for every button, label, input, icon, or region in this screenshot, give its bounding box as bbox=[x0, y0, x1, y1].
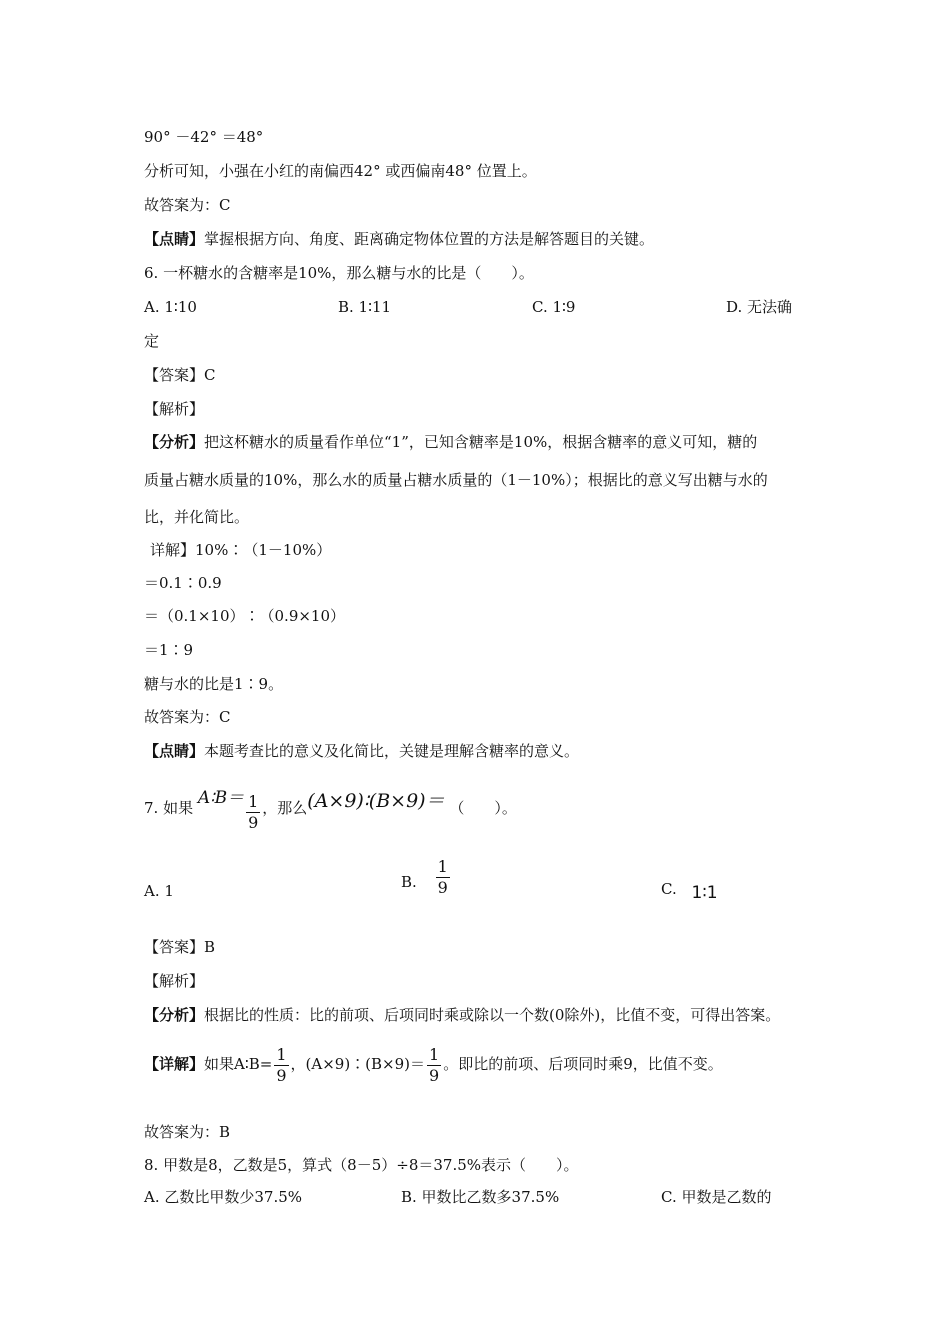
q7-mid: ，那么 bbox=[262, 799, 308, 817]
q8-option-a: A. 乙数比甲数少37.5% bbox=[144, 1188, 303, 1206]
analysis-7-tag: 【分析】 bbox=[144, 1006, 205, 1024]
analysis-7-heading: 【解析】 bbox=[144, 972, 205, 990]
detail-7-a: 如果A∶B= bbox=[204, 1055, 273, 1073]
analysis-6-tag: 【分析】 bbox=[144, 433, 205, 451]
question-6: 6. 一杯糖水的含糖率是10%，那么糖与水的比是（ ）。 bbox=[144, 264, 534, 282]
analysis-6-heading: 【解析】 bbox=[144, 400, 205, 418]
detail-7-line bbox=[144, 1036, 723, 1092]
detail-6-line2: ＝0.1∶0.9 bbox=[144, 574, 222, 592]
answer-7: 【答案】B bbox=[144, 938, 216, 956]
q7-option-c-value: 1∶1 bbox=[691, 883, 718, 903]
detail-7-den1: 9 bbox=[276, 1065, 287, 1085]
q7-suffix: （ ）。 bbox=[449, 799, 517, 817]
analysis-line: 分析可知，小强在小红的南偏西42° 或西偏南48° 位置上。 bbox=[144, 162, 537, 180]
question-8: 8. 甲数是8，乙数是5，算式（8－5）÷8＝37.5%表示（ ）。 bbox=[144, 1156, 579, 1174]
detail-6-line1 bbox=[150, 540, 331, 560]
point-line bbox=[144, 229, 654, 249]
point-6-text: 本题考查比的意义及化简比，关键是理解含糖率的意义。 bbox=[204, 742, 580, 760]
analysis-6-line3: 比，并化简比。 bbox=[144, 508, 250, 526]
detail-7-b: ，(A×9)∶(B×9)＝ bbox=[290, 1055, 426, 1073]
q7-option-b bbox=[401, 852, 452, 906]
q7-option-c bbox=[661, 879, 718, 903]
detail-6-tag: 详解】 bbox=[150, 541, 196, 559]
q8-option-c: C. 甲数是乙数的 bbox=[661, 1188, 772, 1206]
q6-option-d: D. 无法确 bbox=[726, 298, 793, 316]
detail-6-expr1: 10%∶（1－10%） bbox=[195, 541, 332, 559]
detail-7-fraction-2 bbox=[427, 1044, 441, 1085]
question-7 bbox=[144, 774, 517, 832]
q7-ratio: A∶B＝ bbox=[197, 788, 245, 808]
q7-expression: (A×9)∶(B×9)＝ bbox=[307, 790, 445, 812]
analysis-6-line2: 质量占糖水质量的10%，那么水的质量占糖水质量的（1－10%）；根据比的意义写出糖与水的 bbox=[144, 471, 768, 489]
point-text: 掌握根据方向、角度、距离确定物体位置的方法是解答题目的关键。 bbox=[204, 230, 655, 248]
q8-option-b: B. 甲数比乙数多37.5% bbox=[401, 1188, 560, 1206]
detail-7-tag: 【详解】 bbox=[144, 1055, 205, 1073]
q6-option-c: C. 1∶9 bbox=[532, 298, 576, 316]
q7-option-b-num: 1 bbox=[437, 856, 448, 876]
detail-7-den2: 9 bbox=[429, 1065, 440, 1085]
q6-option-b: B. 1∶11 bbox=[338, 298, 392, 316]
analysis-6-text1: 把这杯糖水的质量看作单位“1”，已知含糖率是10%，根据含糖率的意义可知，糖的 bbox=[204, 433, 758, 451]
detail-7-c: 。即比的前项、后项同时乘9，比值不变。 bbox=[443, 1055, 723, 1073]
q7-option-b-den: 9 bbox=[437, 877, 448, 897]
detail-7-fraction-1 bbox=[274, 1044, 288, 1085]
q6-option-a: A. 1∶10 bbox=[144, 298, 197, 316]
q7-option-a: A. 1 bbox=[144, 882, 174, 900]
q7-option-b-fraction bbox=[436, 856, 450, 897]
answer-line: 故答案为：C bbox=[144, 196, 231, 214]
q6-option-d-wrap: 定 bbox=[144, 332, 160, 350]
q7-fraction-den: 9 bbox=[248, 813, 259, 832]
analysis-7-line bbox=[144, 1005, 780, 1025]
answer-7-final: 故答案为：B bbox=[144, 1123, 231, 1141]
point-6-tag: 【点睛】 bbox=[144, 742, 205, 760]
detail-6-line3: ＝（0.1×10）∶（0.9×10） bbox=[144, 607, 346, 625]
q7-prefix: 7. 如果 bbox=[144, 799, 194, 817]
point-6-line bbox=[144, 741, 579, 761]
analysis-6-line1 bbox=[144, 432, 757, 452]
calc-line: 90° －42° ＝48° bbox=[144, 128, 264, 146]
q7-option-c-label: C. bbox=[661, 880, 677, 898]
point-tag: 【点睛】 bbox=[144, 230, 205, 248]
q7-option-b-label: B. bbox=[401, 873, 417, 891]
answer-6-final: 故答案为：C bbox=[144, 708, 231, 726]
answer-6: 【答案】C bbox=[144, 366, 216, 384]
q7-fraction-num: 1 bbox=[248, 792, 259, 811]
detail-7-num1: 1 bbox=[276, 1044, 287, 1064]
detail-6-line5: 糖与水的比是1∶9。 bbox=[144, 675, 284, 693]
detail-7-num2: 1 bbox=[429, 1044, 440, 1064]
q7-fraction bbox=[246, 794, 260, 831]
detail-6-line4: ＝1∶9 bbox=[144, 641, 194, 659]
analysis-7-text: 根据比的性质：比的前项、后项同时乘或除以一个数(0除外)，比值不变，可得出答案。 bbox=[204, 1006, 781, 1024]
